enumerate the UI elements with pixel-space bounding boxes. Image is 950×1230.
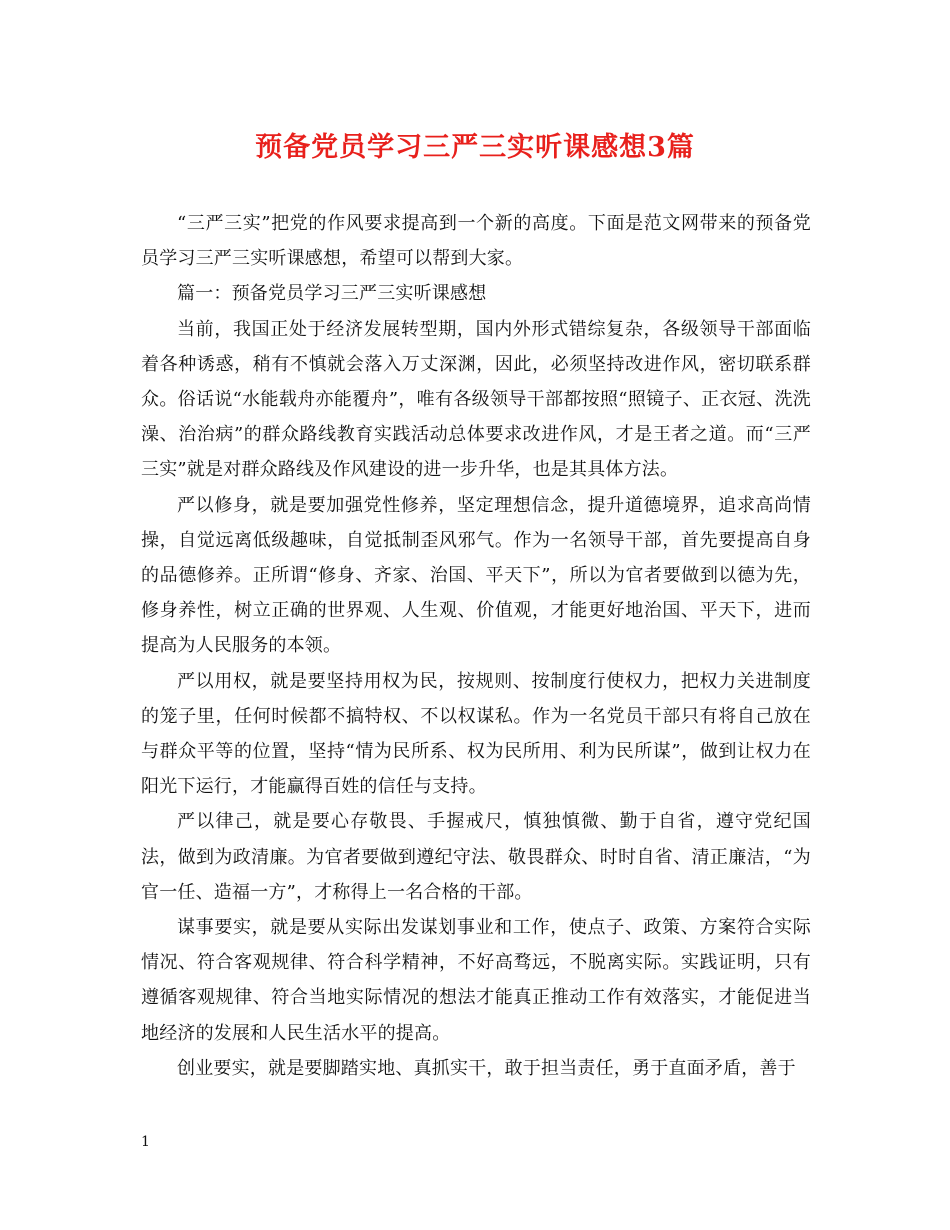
body-paragraph: 创业要实，就是要脚踏实地、真抓实干，敢于担当责任，勇于直面矛盾，善于 [177,1057,796,1079]
document-title: 预备党员学习三严三实听课感想3篇 [255,132,695,163]
body-paragraph: 谋事要实，就是要从实际出发谋划事业和工作，使点子、政策、方案符合实际情况、符合客观规律、符合科学精神，不好高骛远，不脱离实际。实践证明，只有遵循客观规律、符合当地实际情况的想法才能真正推动工作有效落实，才能促进当地经济的发展和人民生活水平的提高。 [141,917,811,1044]
document-body [141,206,811,1086]
section-heading: 篇一：预备党员学习三严三实听课感想 [177,283,487,305]
body-paragraph: 严以律己，就是要心存敬畏、手握戒尺，慎独慎微、勤于自省，遵守党纪国法，做到为政清廉。为官者要做到遵纪守法、敬畏群众、时时自省、清正廉洁，“为官一任、造福一方”，才称得上一名合格的干部。 [141,811,811,903]
intro-paragraph: “三严三实”把党的作风要求提高到一个新的高度。下面是范文网带来的预备党员学习三严三实听课感想，希望可以帮到大家。 [141,213,811,270]
body-paragraph: 严以用权，就是要坚持用权为民，按规则、按制度行使权力，把权力关进制度的笼子里，任何时候都不搞特权、不以权谋私。作为一名党员干部只有将自己放在与群众平等的位置，坚持“情为民所系、权为民所用、利为民所谋”，做到让权力在阳光下运行，才能赢得百姓的信任与支持。 [141,670,811,798]
body-paragraph: 严以修身，就是要加强党性修养，坚定理想信念，提升道德境界，追求高尚情操，自觉远离低级趣味，自觉抵制歪风邪气。作为一名领导干部，首先要提高自身的品德修养。正所谓“修身、齐家、治国、平天下”，所以为官者要做到以德为先，修身养性，树立正确的世界观、人生观、价值观，才能更好地治国、平天下，进而提高为人民服务的本领。 [141,494,811,657]
page-number: 1 [141,1134,150,1150]
body-paragraph: 当前，我国正处于经济发展转型期，国内外形式错综复杂，各级领导干部面临着各种诱惑，稍有不慎就会落入万丈深渊，因此，必须坚持改进作风，密切联系群众。俗话说“水能载舟亦能覆舟”，唯有各级领导干部都按照“照镜子、正衣冠、洗洗澡、治治病”的群众路线教育实践活动总体要求改进作风，才是王者之道。而“三严三实”就是对群众路线及作风建设的进一步升华，也是其具体方法。 [141,318,811,481]
